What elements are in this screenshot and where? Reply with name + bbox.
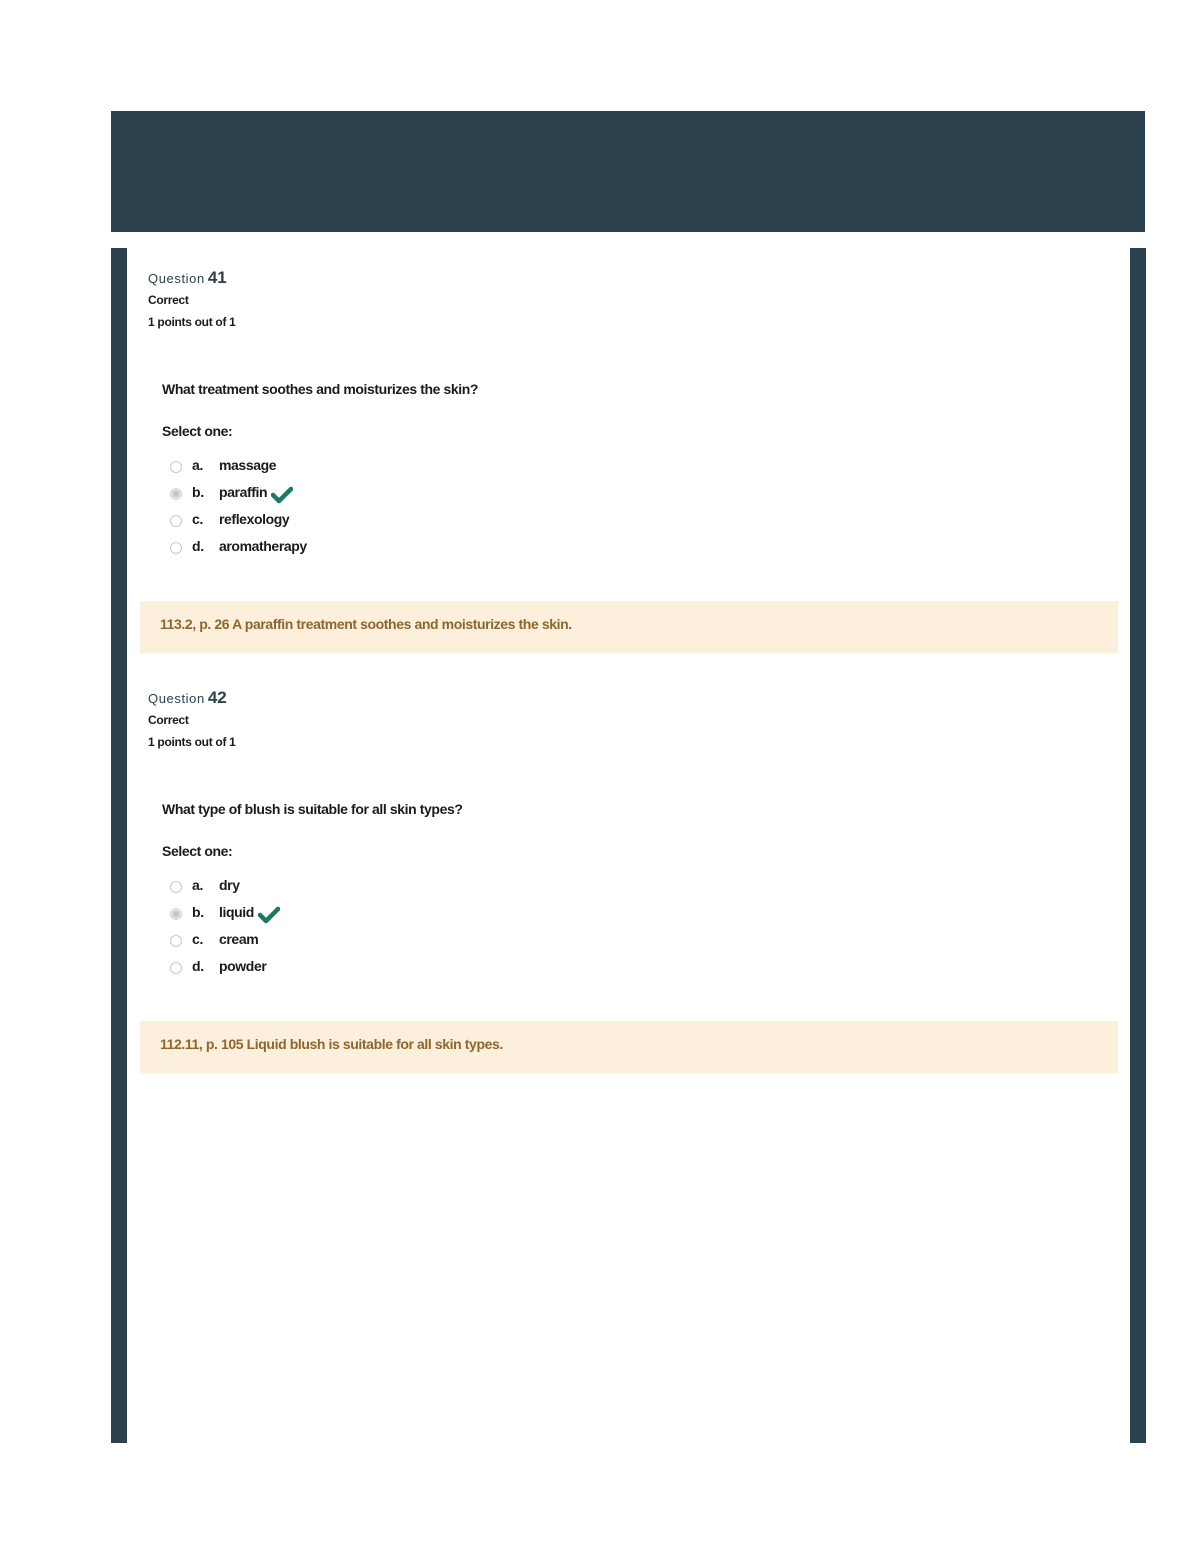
answer-radio[interactable] [170,881,182,893]
answer-letter: c. [192,510,204,527]
question-info [148,268,448,329]
answer-letter: a. [192,456,204,473]
question-number: 41 [207,268,227,287]
answer-radio-selected[interactable] [170,908,182,920]
answer-letter: a. [192,876,204,893]
left-frame-bar [111,248,127,1443]
question-grade: 1 points out of 1 [148,315,236,329]
question-state: Correct [148,713,189,727]
check-icon [258,905,280,925]
answer-list [170,451,670,559]
answer-radio[interactable] [170,515,182,527]
answer-option-d[interactable] [170,532,670,559]
answer-letter: b. [192,483,204,500]
answer-option-a[interactable] [170,451,670,478]
question-label: Question [148,691,205,706]
answer-letter: b. [192,903,204,920]
answer-option-b[interactable] [170,898,670,925]
answer-text: liquid [219,903,254,920]
answer-letter: d. [192,957,204,974]
question-number: 42 [207,688,227,707]
answer-text: cream [219,930,259,947]
answer-radio[interactable] [170,461,182,473]
answer-text: powder [219,957,267,974]
right-frame-bar [1130,248,1146,1443]
page-header-band [111,111,1145,232]
question-text: What type of blush is suitable for all skin types? [162,801,463,817]
select-one-prompt: Select one: [162,843,233,859]
question-info [148,688,448,749]
answer-text: dry [219,876,240,893]
question-title [148,688,448,708]
answer-option-c[interactable] [170,925,670,952]
question-grade: 1 points out of 1 [148,735,236,749]
feedback-box: 112.11, p. 105 Liquid blush is suitable for all skin types. [140,1021,1118,1073]
answer-option-c[interactable] [170,505,670,532]
answer-radio[interactable] [170,542,182,554]
answer-letter: c. [192,930,204,947]
answer-option-b[interactable] [170,478,670,505]
answer-option-d[interactable] [170,952,670,979]
answer-text: aromatherapy [219,537,307,554]
answer-text: reflexology [219,510,290,527]
check-icon [271,485,293,505]
answer-text: paraffin [219,483,268,500]
answer-list [170,871,670,979]
question-title [148,268,448,288]
question-label: Question [148,271,205,286]
question-state: Correct [148,293,189,307]
answer-text: massage [219,456,277,473]
feedback-box: 113.2, p. 26 A paraffin treatment soothes and moisturizes the skin. [140,601,1118,653]
select-one-prompt: Select one: [162,423,233,439]
answer-radio-selected[interactable] [170,488,182,500]
answer-radio[interactable] [170,962,182,974]
answer-letter: d. [192,537,204,554]
answer-option-a[interactable] [170,871,670,898]
question-text: What treatment soothes and moisturizes the skin? [162,381,479,397]
answer-radio[interactable] [170,935,182,947]
